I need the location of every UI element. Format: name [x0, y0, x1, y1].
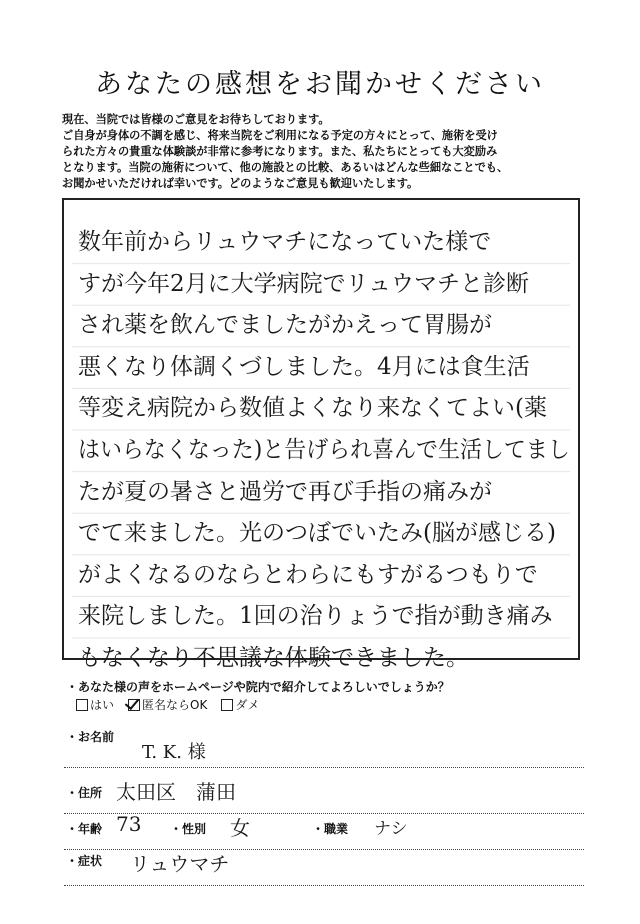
testimonial-line: 来院しました。1回の治りょうで指が動き痛み: [78, 603, 553, 630]
testimonial-line: 数年前からリュウマチになっていた様で: [78, 229, 492, 255]
intro-line: ご自身が身体の不調を感じ、将来当院をご利用になる予定の方々にとって、施術を受け: [62, 129, 498, 142]
consent-option-anonymous[interactable]: [128, 696, 207, 713]
testimonial-line: はいらなくなった)と告げられ喜んで生活してまし: [78, 436, 570, 463]
symptom-value: リュウマチ: [130, 852, 230, 876]
name-field: [64, 728, 584, 768]
testimonial-line: でて来ました。光のつぼでいたみ(脳が感じる): [78, 520, 556, 547]
testimonial-line: たが夏の暑さと過労で再び手指の痛みが: [78, 478, 492, 505]
checkbox-anonymous[interactable]: [128, 699, 140, 711]
testimonial-line: すが今年2月に大学病院でリュウマチと診断: [78, 270, 529, 297]
handwritten-testimonial: [78, 222, 570, 680]
gender-value: 女: [230, 816, 250, 840]
age-value: 73: [116, 812, 142, 836]
checkbox-no[interactable]: [221, 699, 233, 711]
address-label: ・住所: [66, 786, 103, 800]
testimonial-line: 等変え病院から数値よくなり来なくてよい(薬: [78, 395, 547, 422]
address-field: [64, 774, 584, 814]
option-label: はい: [90, 698, 115, 712]
age-label: ・年齢: [66, 822, 103, 836]
name-label: ・お名前: [66, 730, 115, 744]
testimonial-line: がよくなるのならとわらにもすがるつもりで: [78, 561, 538, 588]
option-label: 匿名ならOK: [142, 698, 208, 712]
consent-option-no[interactable]: [221, 696, 259, 713]
option-label: ダメ: [235, 698, 260, 712]
symptom-label: ・症状: [66, 854, 103, 868]
consent-question: ・あなた様の声をホームページや院内で紹介してよろしいでしょうか？: [66, 680, 450, 694]
symptom-field: [64, 846, 584, 886]
intro-line: 現在、当院では皆様のご意見をお待ちしております。: [62, 113, 330, 126]
checkbox-yes[interactable]: [76, 699, 88, 711]
intro-text: [62, 112, 582, 192]
job-label: ・職業: [312, 822, 349, 836]
job-value: ナシ: [374, 819, 408, 839]
intro-line: となります。当院の施術について、他の施設との比較、あるいはどんな些細なことでも、: [62, 161, 509, 174]
name-value: T. K. 様: [142, 742, 206, 763]
testimonial-line: 悪くなり体調くづしました。4月には食生活: [78, 353, 530, 380]
testimonial-line: され薬を飲んでましたがかえって胃腸が: [78, 312, 492, 339]
consent-option-yes[interactable]: [76, 696, 114, 713]
profile-field: [64, 810, 584, 850]
intro-line: られた方々の貴重な体験談が非常に参考になります。また、私たちにとっても大変励み: [62, 145, 498, 158]
gender-label: ・性別: [170, 822, 207, 836]
intro-line: お聞かせいただければ幸いです。どのようなご意見も歓迎いたします。: [62, 177, 419, 190]
address-value: 太田区 蒲田: [116, 780, 236, 804]
consent-options: [76, 696, 259, 713]
page-title: あなたの感想をお聞かせください: [95, 69, 545, 100]
testimonial-box: [62, 198, 580, 671]
testimonial-line: もなくなり不思議な体験できました。: [78, 644, 469, 671]
